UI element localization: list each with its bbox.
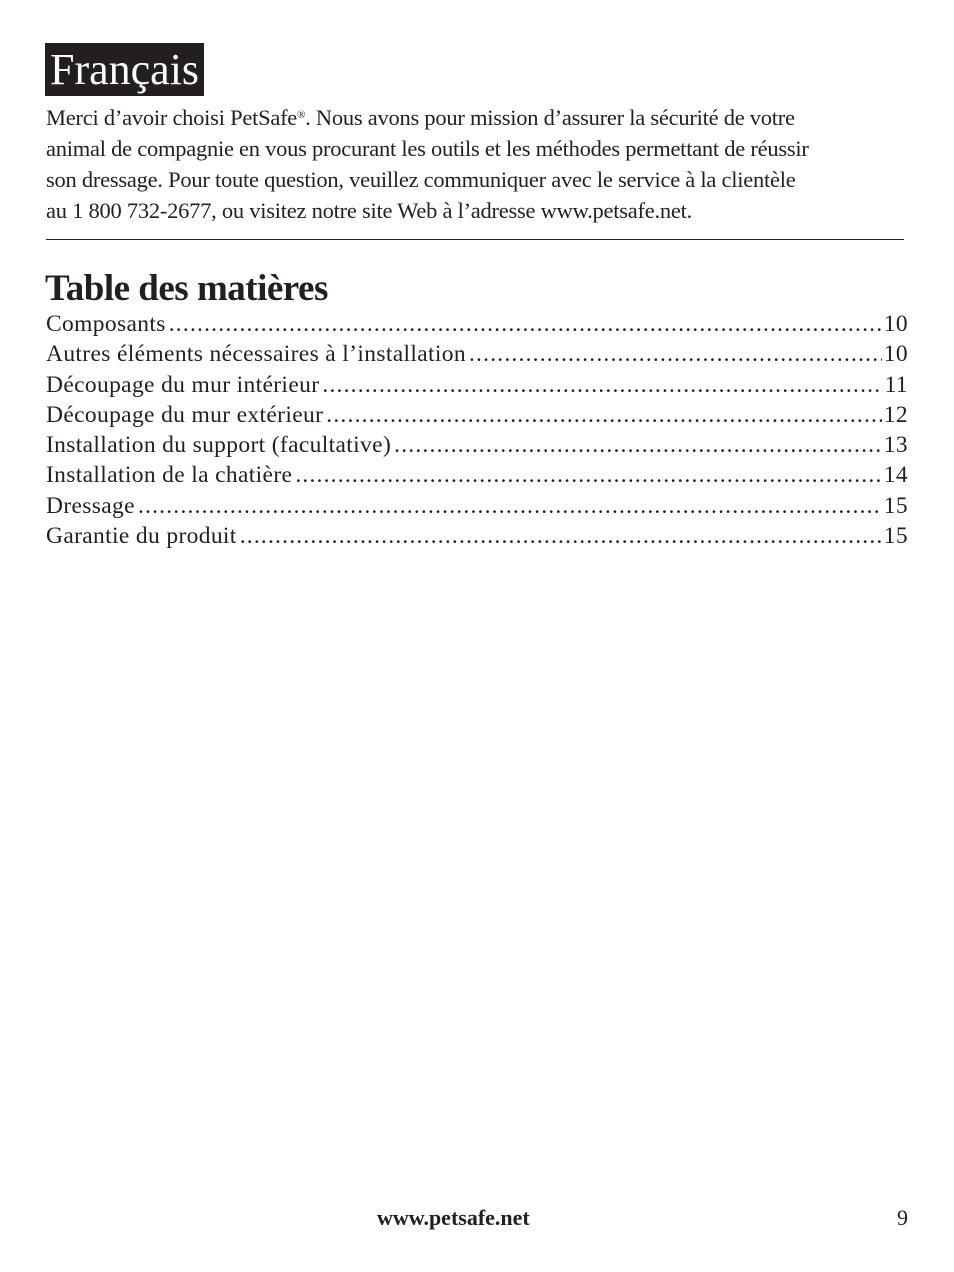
toc-entry-label: Installation du support (facultative) <box>46 432 392 459</box>
toc-dot-leader <box>169 309 882 339</box>
toc-entry-label: Composants <box>46 311 166 337</box>
page-number: 9 <box>897 1205 908 1230</box>
language-banner: Français <box>45 43 204 96</box>
toc-entry[interactable] <box>46 521 908 551</box>
intro-line-4: au 1 800 732-2677, ou visitez notre site Web à l’adresse www.petsafe.net. <box>46 198 693 223</box>
toc-entry-page: 12 <box>883 401 908 428</box>
toc-entry[interactable] <box>46 400 908 430</box>
toc-dot-leader <box>394 430 882 460</box>
toc-dot-leader <box>322 370 882 400</box>
toc-entry-page: 15 <box>883 492 908 519</box>
footer-website-url: www.petsafe.net <box>377 1205 530 1230</box>
table-of-contents <box>46 309 908 551</box>
registered-trademark-mark: ® <box>297 109 306 121</box>
toc-entry-label: Garantie du produit <box>46 523 237 550</box>
toc-entry-label: Dressage <box>46 492 135 519</box>
intro-line-3: son dressage. Pour toute question, veuillez communiquer avec le service à la clientèle <box>46 167 796 192</box>
toc-dot-leader <box>326 400 882 430</box>
toc-dot-leader <box>240 521 882 551</box>
intro-line-1-end: . Nous avons pour mission d’assurer la sécurité de votre <box>305 105 795 130</box>
toc-entry[interactable] <box>46 491 908 521</box>
toc-dot-leader <box>295 460 881 490</box>
toc-title: Table des matières <box>45 268 328 309</box>
toc-entry-page: 14 <box>883 462 908 489</box>
toc-entry-page: 10 <box>883 311 908 337</box>
toc-entry-label: Découpage du mur extérieur <box>46 401 324 428</box>
toc-entry[interactable] <box>46 430 908 460</box>
toc-entry-page: 13 <box>883 432 908 459</box>
toc-entry-label: Découpage du mur intérieur <box>46 371 320 398</box>
toc-entry[interactable] <box>46 339 908 369</box>
intro-line-1-start: Merci d’avoir choisi PetSafe <box>46 105 298 130</box>
intro-paragraph <box>46 102 916 226</box>
toc-dot-leader <box>469 339 882 369</box>
toc-entry-page: 15 <box>883 523 908 550</box>
toc-entry[interactable] <box>46 370 908 400</box>
intro-line-2: animal de compagnie en vous procurant les outils et les méthodes permettant de réussir <box>46 136 809 161</box>
toc-entry[interactable] <box>46 460 908 490</box>
toc-entry-page: 10 <box>883 341 908 368</box>
toc-entry[interactable] <box>46 309 908 339</box>
toc-entry-label: Installation de la chatière <box>46 462 293 489</box>
toc-entry-page: 11 <box>884 371 908 398</box>
toc-dot-leader <box>138 491 882 521</box>
section-divider <box>46 239 904 240</box>
intro-line-1 <box>46 102 916 133</box>
toc-entry-label: Autres éléments nécessaires à l’installation <box>46 341 466 368</box>
